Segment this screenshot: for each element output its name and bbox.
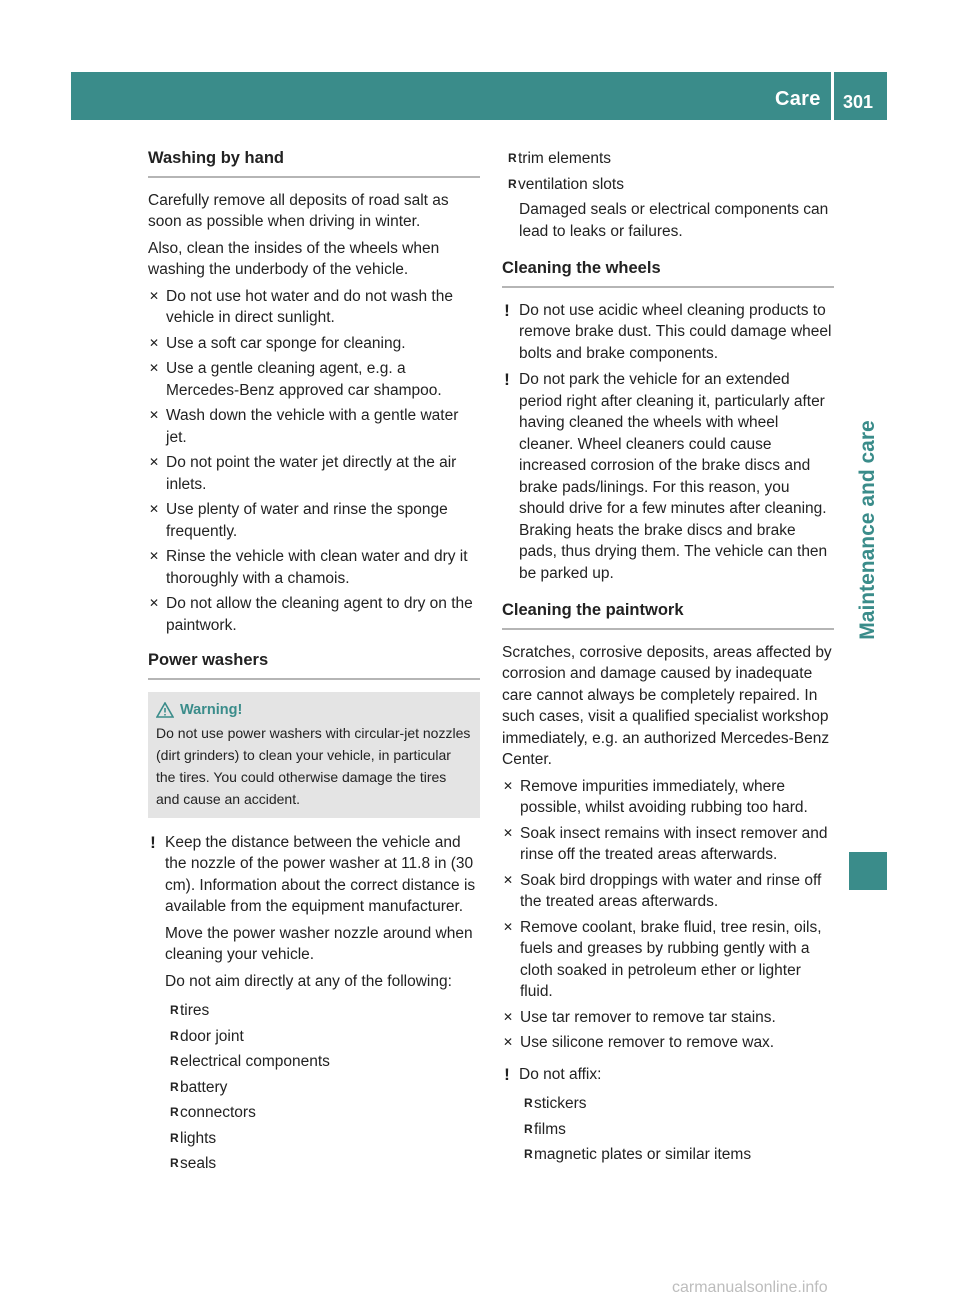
instruction-step: ✕ Soak insect remains with insect remover and rinse off the treated areas afterwards. <box>503 824 828 863</box>
warning-title: Warning! <box>180 701 243 718</box>
section-title-cleaning-wheels: Cleaning the wheels <box>502 258 834 288</box>
caution-note: ! Do not park the vehicle for an extended period right after cleaning it, particularly after having cleaned the wheels with wheel cleaner. Wheel cleaners could cause increased corrosion of the brake discs and brake pads/linings. For this reason, you should drive for a few minutes after cleaning. Braking heats the brake discs and brake pads, thus drying them. The vehicle can then be parked up. <box>502 369 834 584</box>
caution-note: ! Do not affix: <box>502 1064 834 1086</box>
step-arrow-icon: ✕ <box>503 1035 514 1049</box>
page-number: 301 <box>843 92 874 112</box>
list-item: R door joint <box>148 1026 480 1048</box>
step-arrow-icon: ✕ <box>149 596 160 610</box>
list-item: R stickers <box>502 1093 834 1115</box>
list-item: R trim elements <box>502 148 834 170</box>
step-arrow-icon: ✕ <box>149 288 160 303</box>
bullet-icon: R <box>170 1054 179 1068</box>
bullet-icon: R <box>508 151 517 165</box>
instruction-step: ✕ Use plenty of water and rinse the sponge frequently. <box>149 501 448 540</box>
paragraph: Also, clean the insides of the wheels when washing the underbody of the vehicle. <box>148 239 440 278</box>
step-arrow-icon: ✕ <box>503 825 514 840</box>
bullet-icon: R <box>524 1147 533 1161</box>
paragraph: Damaged seals or electrical components can lead to leaks or failures. <box>519 201 829 240</box>
section-title-washing-by-hand: Washing by hand <box>148 148 480 178</box>
paragraph: Do not aim directly at any of the following: <box>165 972 452 990</box>
paragraph: Scratches, corrosive deposits, areas affected by corrosion and damage caused by inadequate care cannot always be completely repaired. In such cases, visit a qualified specialist workshop immediately, e.g. an authorized Mercedes-Benz Center. <box>502 643 832 768</box>
side-tab-label: Maintenance and care <box>856 420 879 640</box>
bullet-icon: R <box>170 1130 179 1145</box>
instruction-step: ✕ Soak bird droppings with water and rinse off the treated areas afterwards. <box>503 871 822 910</box>
warning-text: Do not use power washers with circular-jet nozzles (dirt grinders) to clean your vehicle, in particular the tires. You could otherwise damage the tires and cause an accident. <box>156 724 471 807</box>
header-divider <box>831 72 834 120</box>
instruction-step: ✕ Remove impurities immediately, where possible, whilst avoiding rubbing too hard. <box>503 777 808 816</box>
bullet-icon: R <box>170 1105 179 1119</box>
left-column <box>148 148 480 1179</box>
section-title-power-washers: Power washers <box>148 650 480 680</box>
bullet-icon: R <box>170 1028 179 1043</box>
bullet-icon: R <box>524 1121 533 1136</box>
bullet-icon: R <box>170 1003 179 1017</box>
step-arrow-icon: ✕ <box>149 502 160 516</box>
caution-note: ! Do not use acidic wheel cleaning products to remove brake dust. This could damage wheel bolts and brake components. <box>502 300 834 365</box>
step-arrow-icon: ✕ <box>149 549 160 563</box>
instruction-step: ✕ Use a soft car sponge for cleaning. <box>148 333 480 355</box>
paragraph: Move the power washer nozzle around when cleaning your vehicle. <box>165 924 473 963</box>
list-item: R films <box>502 1119 834 1141</box>
step-arrow-icon: ✕ <box>503 1009 514 1024</box>
header-band <box>71 72 887 120</box>
list-item: R lights <box>148 1128 480 1150</box>
exclamation-icon: ! <box>150 832 156 852</box>
bullet-icon: R <box>170 1156 179 1170</box>
warning-triangle-icon <box>156 702 174 718</box>
list-item: R tires <box>148 1000 480 1022</box>
step-arrow-icon: ✕ <box>149 408 160 422</box>
instruction-step: ✕ Do not use hot water and do not wash the vehicle in direct sunlight. <box>149 287 453 326</box>
step-arrow-icon: ✕ <box>503 778 514 793</box>
bullet-icon: R <box>508 176 517 191</box>
bullet-icon: R <box>524 1096 533 1110</box>
step-arrow-icon: ✕ <box>149 335 160 350</box>
step-arrow-icon: ✕ <box>503 919 514 934</box>
instruction-step: ✕ Do not allow the cleaning agent to dry on the paintwork. <box>149 595 473 634</box>
instruction-step: ✕ Use tar remover to remove tar stains. <box>502 1007 834 1029</box>
list-item: R electrical components <box>148 1051 480 1073</box>
list-item: R ventilation slots <box>502 174 834 196</box>
paragraph: Carefully remove all deposits of road salt as soon as possible when driving in winter. <box>148 191 449 230</box>
instruction-step: ✕ Wash down the vehicle with a gentle water jet. <box>149 407 459 446</box>
instruction-step: ✕ Do not point the water jet directly at the air inlets. <box>149 454 457 493</box>
list-item: R seals <box>148 1153 480 1175</box>
side-tab-marker <box>849 852 887 890</box>
step-arrow-icon: ✕ <box>503 872 514 887</box>
step-arrow-icon: ✕ <box>149 455 160 469</box>
page-section-title: Care <box>775 88 821 110</box>
list-item: R magnetic plates or similar items <box>502 1144 834 1166</box>
list-item: R battery <box>148 1077 480 1099</box>
instruction-step: ✕ Rinse the vehicle with clean water and dry it thoroughly with a chamois. <box>149 548 468 587</box>
instruction-step: ✕ Use a gentle cleaning agent, e.g. a Mercedes-Benz approved car shampoo. <box>149 360 442 399</box>
section-title-cleaning-paintwork: Cleaning the paintwork <box>502 600 834 630</box>
watermark: carmanualsonline.info <box>672 1279 828 1296</box>
bullet-icon: R <box>170 1079 179 1094</box>
step-arrow-icon: ✕ <box>149 361 160 375</box>
right-column <box>502 148 834 1170</box>
instruction-step: ✕ Remove coolant, brake fluid, tree resin, oils, fuels and greases by rubbing gently with a cloth soaked in petroleum ether or lighter fluid. <box>503 918 822 1000</box>
caution-note: ! Keep the distance between the vehicle and the nozzle of the power washer at 11.8 in (30 cm). Information about the correct distance is available from the equipment manufacturer. <box>148 832 480 918</box>
exclamation-icon: ! <box>504 370 510 389</box>
list-item: R connectors <box>148 1102 480 1124</box>
exclamation-icon: ! <box>504 300 510 320</box>
instruction-step: ✕ Use silicone remover to remove wax. <box>502 1032 834 1054</box>
warning-box <box>148 692 480 818</box>
exclamation-icon: ! <box>504 1064 510 1084</box>
